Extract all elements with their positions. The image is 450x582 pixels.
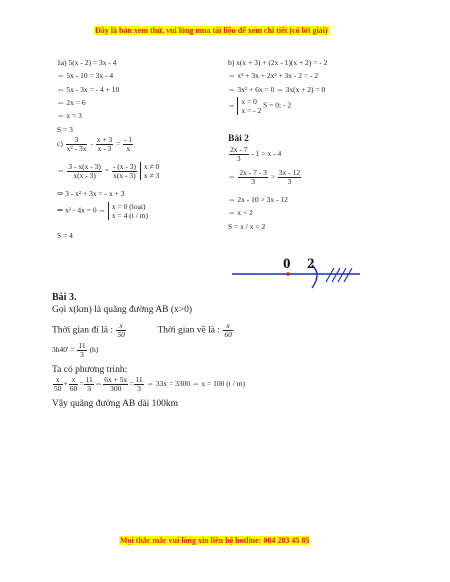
section-title-bai3: Bài 3. — [52, 292, 77, 303]
axis-label-zero: 0 — [283, 256, 291, 272]
eq-line-c1: c) $\frac{3}{\text{x² - 3x}}$ - $\frac{x + 3}{x - 3}$ = $\frac{- 1}{x}$ — [57, 135, 133, 153]
fraction: $\frac{6x + 5x}{300}$ — [104, 375, 128, 393]
eq-line: S = 3 — [57, 125, 73, 134]
eq-line: b) x(x + 3) + (2x - 1)(x + 2) = - 2 — [228, 58, 328, 67]
fraction: $\frac{3}{\text{x² - 3x}}$ — [66, 135, 87, 153]
top-banner: Đây là bản xem thử, vui lòng mua tài liệu để xem chi tiết (có lời giải) — [95, 26, 328, 35]
eq-line: ⇔ 5x - 10 = 3x - 4 — [57, 71, 114, 80]
origin-point — [286, 272, 290, 276]
eq-line: S = 4 — [57, 231, 73, 240]
eq-line: ⇔ 3x² + 6x = 0 ⇔ 3x(x + 2) = 0 — [228, 85, 326, 94]
equation-line: $\frac{x}{50}$ + $\frac{x}{60}$ = $\frac{11}{3}$ ⇔ $\frac{6x + 5x}{300}$ = $\frac{11}{3}$ ⇔ 33x = 3300 ⇔ x = 100 (t / m) — [54, 375, 245, 393]
condition-brace: x ≠ 0 x ≠ 3 — [140, 162, 159, 180]
eq-line: ⇔ x < 2 — [228, 208, 253, 217]
eq-line-c2: ⇔ $\frac{3 - x(x - 3)}{x(x - 3)}$ = $\frac{- (x - 3)}{x(x - 3)}$ x ≠ 0 x ≠ 3 — [57, 161, 160, 180]
eq-line: 1a) 5(x - 2) = 3x - 4 — [57, 58, 117, 67]
fraction: $\frac{- 1}{x}$ — [124, 135, 133, 153]
fraction: $\frac{- (x - 3)}{x(x - 3)}$ — [112, 161, 136, 180]
excluded-hatch — [326, 268, 352, 282]
fraction: $\frac{11}{3}$ — [85, 375, 93, 393]
ineq-line-1: $\frac{2x - 7}{3}$ - 1 > x - 4 — [230, 145, 282, 163]
eq-line-b4: ⇔ x = 0 x = - 2 S = 0; - 2 — [228, 97, 292, 115]
fraction: $\frac{2x - 7 - 3}{3}$ — [239, 168, 267, 186]
eq-line: ⇔ 5x - 3x = - 4 + 10 — [57, 85, 120, 94]
axis-label-two: 2 — [307, 256, 315, 272]
ineq-line-2: ⇔ $\frac{2x - 7 - 3}{3}$ > $\frac{3x - 12}{3}$ — [228, 168, 301, 186]
eq-line: ⇒ 3 - x² + 3x = - x + 3 — [57, 189, 125, 198]
eq-line: S = x / x < 2 — [228, 222, 266, 231]
fraction: $\frac{x}{50}$ — [54, 375, 62, 393]
fraction: $\frac{11}{3}$ — [135, 375, 143, 393]
fraction: $\frac{x}{60}$ — [69, 375, 78, 393]
fraction: $\frac{11}{3}$ — [78, 341, 86, 359]
eq-line: ⇔ 2x = 6 — [57, 98, 86, 107]
conclusion-text: Vậy quãng đường AB dài 100km — [52, 399, 179, 409]
eq-line: ⇔ 2x - 10 > 3x - 12 — [228, 195, 288, 204]
fraction: $\frac{2x - 7}{3}$ — [230, 145, 248, 163]
fraction: $\frac{x}{50}$ — [117, 321, 125, 339]
fraction: $\frac{x}{60}$ — [224, 321, 232, 339]
case-brace: x = 0 (loại) x = 4 (t / m) — [108, 202, 148, 220]
eq-line: ⇔ x² + 3x + 2x² + 3x - 2 = - 2 — [228, 71, 319, 80]
time-row: Thời gian đi là : $\frac{x}{50}$ Thời gian về là : $\frac{x}{60}$ — [52, 321, 232, 339]
eq-line: ⇔ x = 3 — [57, 111, 82, 120]
fraction: $\frac{3x - 12}{3}$ — [278, 168, 301, 186]
equation-label: Ta có phương trình: — [52, 365, 128, 375]
bottom-banner: Mọi thắc mắc vui lòng xin liên hệ hotline: 084 283 45 85 — [120, 536, 310, 545]
case-brace: x = 0 x = - 2 — [237, 97, 261, 115]
eq-line-c4: ⇒ x² - 4x = 0 ⇔ x = 0 (loại) x = 4 (t / m) — [57, 202, 148, 220]
intro-text: Gọi x(km) là quãng đường AB (x>0) — [52, 305, 193, 315]
number-line — [228, 248, 368, 293]
fraction: $\frac{3 - x(x - 3)}{x(x - 3)}$ — [68, 161, 101, 180]
fraction: $\frac{x + 3}{x - 3}$ — [96, 135, 113, 153]
total-time: 3h40' = $\frac{11}{3}$ (h) — [52, 341, 99, 359]
part-label: c) — [57, 139, 63, 149]
section-title-bai2: Bài 2 — [228, 134, 249, 144]
